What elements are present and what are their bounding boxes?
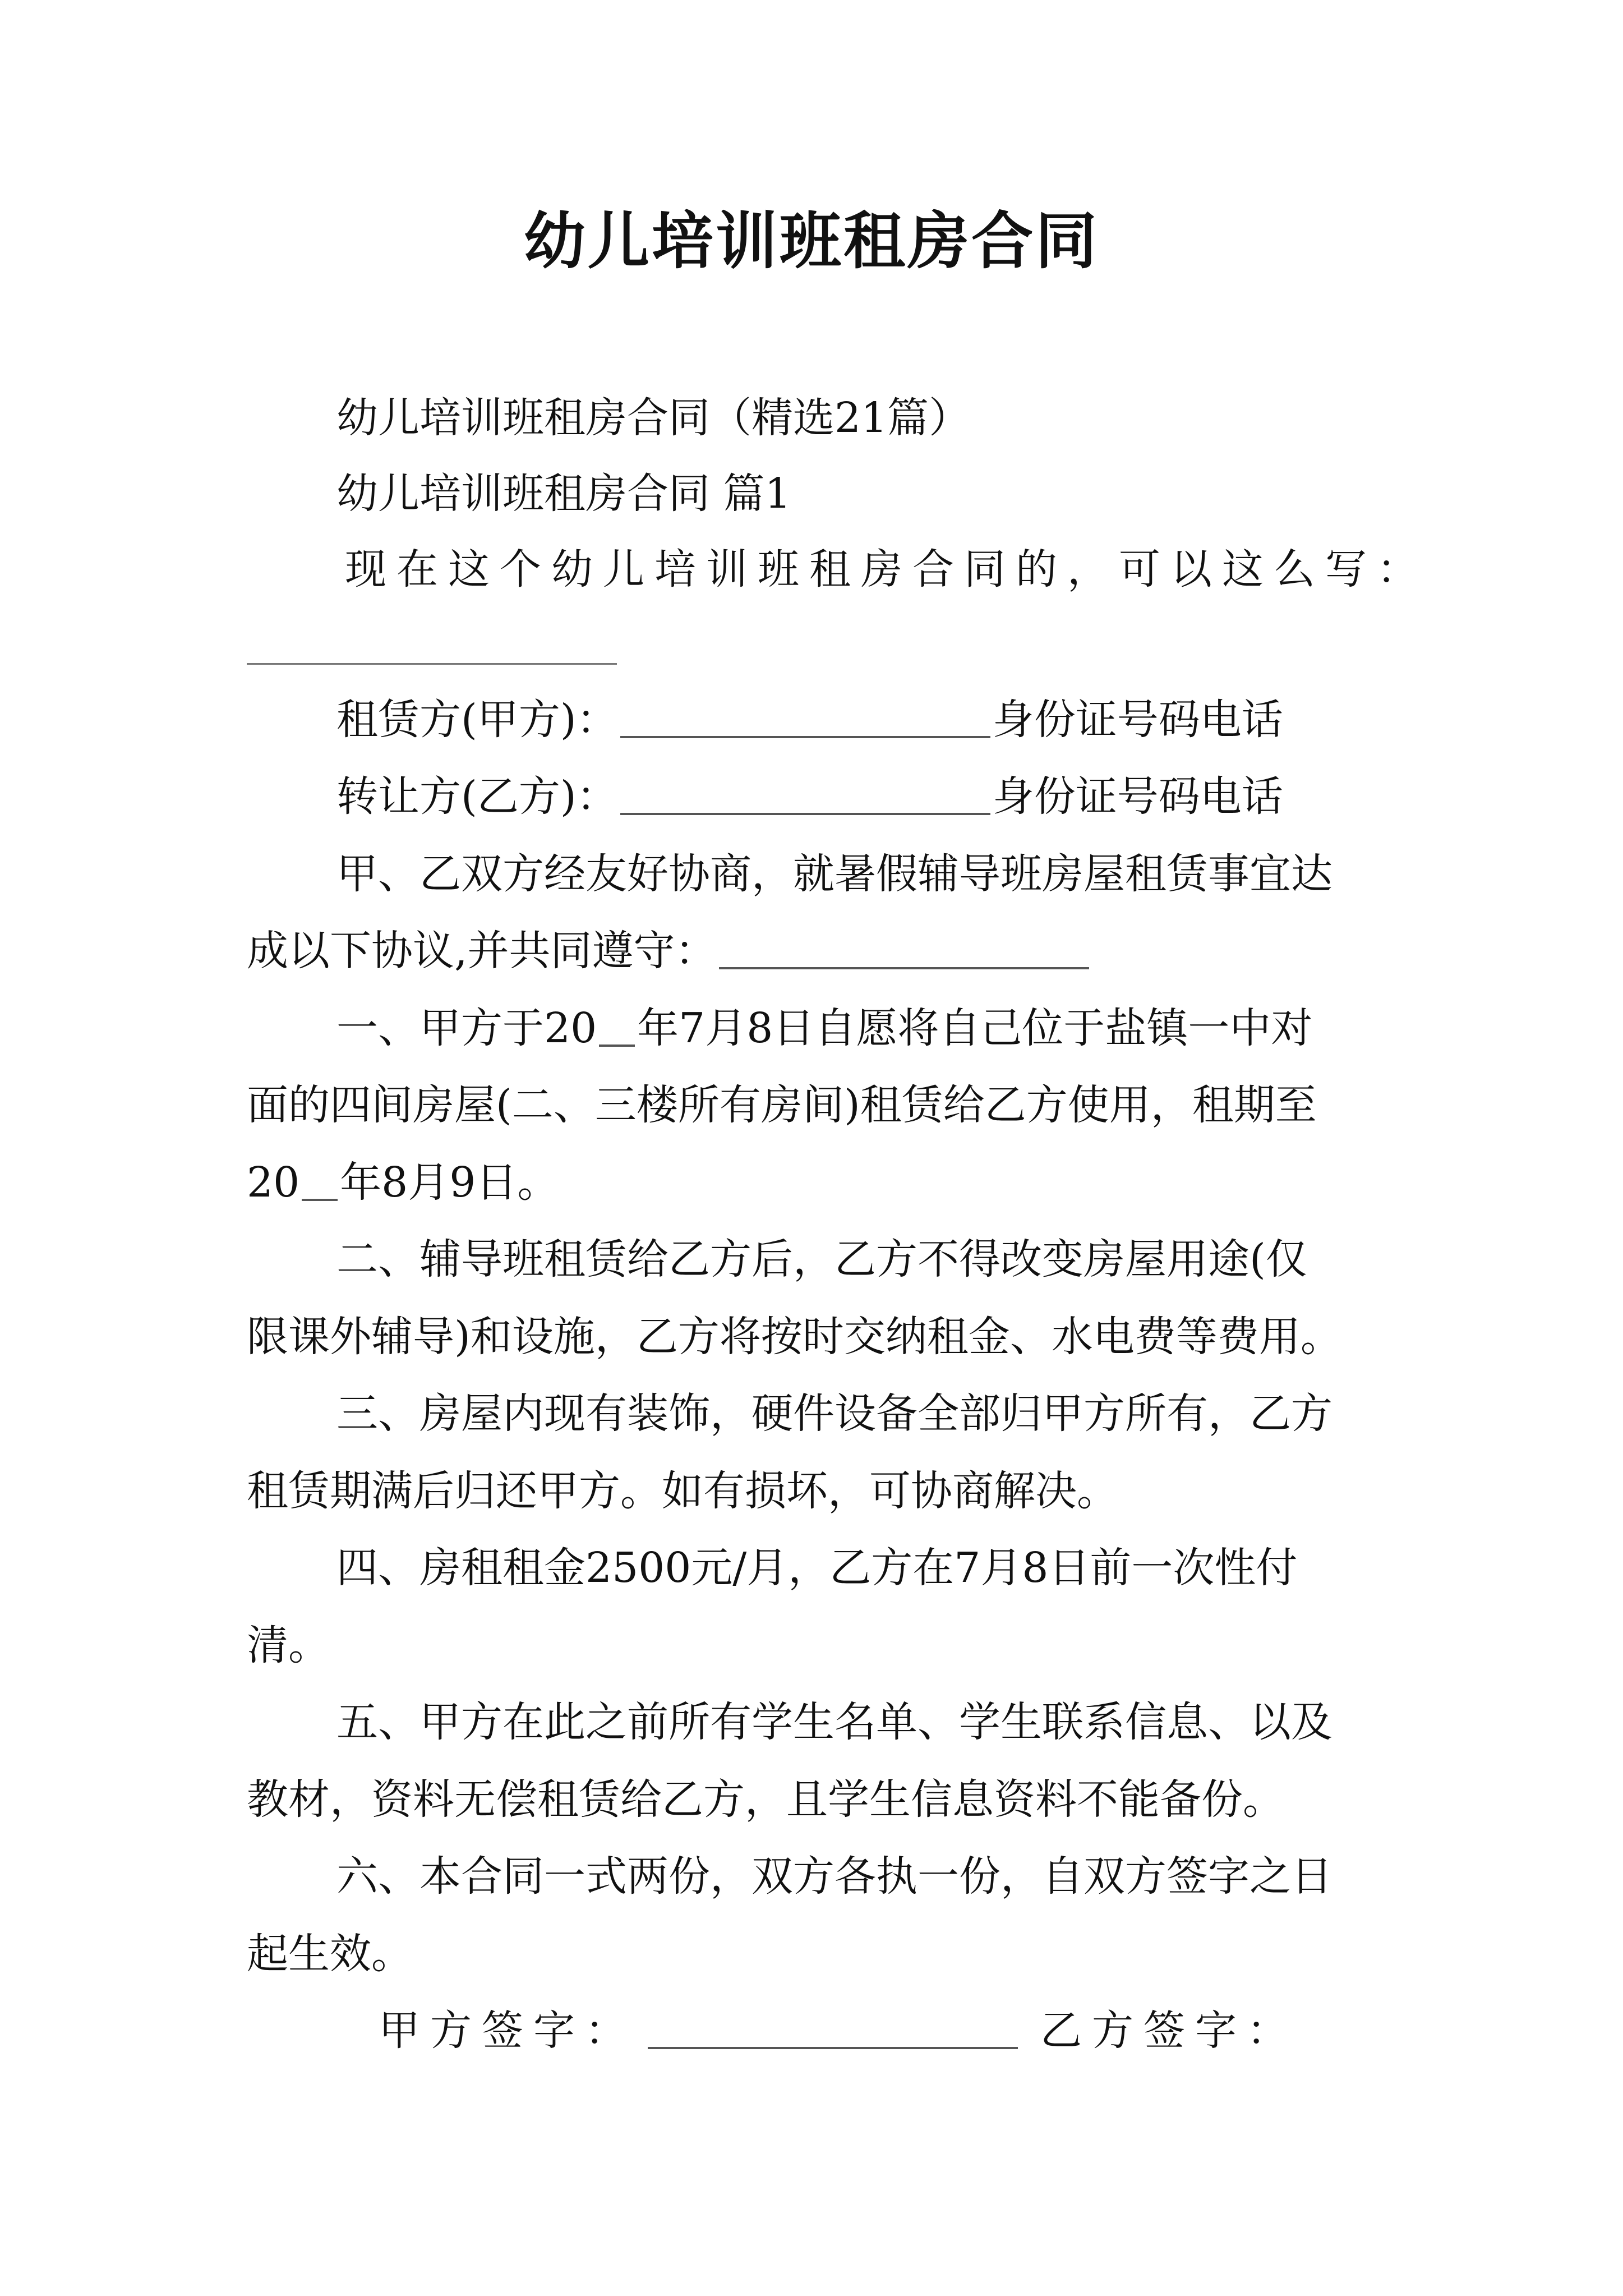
- clause1-text-d: 年8月9日。: [340, 1158, 559, 1207]
- document-title: 幼儿培训班租房合同: [524, 205, 1099, 277]
- clause1-text-b: 年7月8日自愿将自己位于盐镇一中对: [637, 1004, 1313, 1052]
- clause3-line-2: 租赁期满后归还甲方。如有损坏，可协商解决。: [247, 1467, 1118, 1515]
- year-blank: [302, 1199, 338, 1201]
- agreement-text: 成以下协议,并共同遵守：: [247, 927, 717, 975]
- party-a-signature-label: 甲方签字：: [379, 2007, 637, 2055]
- subtitle: 幼儿培训班租房合同（精选21篇）: [336, 394, 971, 442]
- clause2-line-2: 限课外辅导)和设施，乙方将按时交纳租金、水电费等费用。: [247, 1313, 1342, 1361]
- agreement-blank: [719, 967, 1089, 969]
- agreement-line-1: 甲、乙双方经友好协商，就暑假辅导班房屋租赁事宜达: [336, 850, 1332, 898]
- clause6-line-2: 起生效。: [247, 1930, 413, 1978]
- party-a-signature-blank: [648, 2047, 1018, 2049]
- clause2-line-1: 二、辅导班租赁给乙方后，乙方不得改变房屋用途(仅: [336, 1235, 1307, 1283]
- clause1-line-2: 面的四间房屋(二、三楼所有房间)租赁给乙方使用，租期至: [247, 1081, 1317, 1129]
- clause5-line-2: 教材，资料无偿租赁给乙方，且学生信息资料不能备份。: [247, 1775, 1284, 1824]
- year-blank: [599, 1045, 635, 1047]
- clause1-text-a: 一、甲方于20: [336, 1004, 597, 1052]
- party-b-signature-label: 乙方签字：: [1040, 2007, 1298, 2055]
- lessor-label: 租赁方(甲方)：: [336, 696, 618, 744]
- section-heading: 幼儿培训班租房合同 篇1: [336, 470, 791, 518]
- clause3-line-1: 三、房屋内现有装饰，硬件设备全部归甲方所有，乙方: [336, 1389, 1332, 1438]
- lessor-line: [336, 689, 1385, 751]
- clause4-line-1: 四、房租租金2500元/月，乙方在7月8日前一次性付: [336, 1544, 1298, 1592]
- clause1-line-1: [336, 997, 1385, 1059]
- clause6-line-1: 六、本合同一式两份，双方各执一份，自双方签字之日: [336, 1852, 1332, 1901]
- clause4-line-2: 清。: [247, 1621, 330, 1669]
- blank-rule: [247, 663, 617, 665]
- clause5-line-1: 五、甲方在此之前所有学生名单、学生联系信息、以及: [336, 1698, 1332, 1746]
- lessee-suffix: 身份证号码电话: [992, 772, 1283, 821]
- lessor-suffix: 身份证号码电话: [992, 696, 1283, 744]
- intro-text: 现在这个幼儿培训班租房合同的，可以这么写：: [345, 545, 1428, 593]
- lessee-blank: [620, 813, 990, 815]
- signature-line: [379, 2000, 1388, 2062]
- lessee-line: [336, 766, 1385, 827]
- clause1-line-3: [247, 1152, 1385, 1213]
- lessee-label: 转让方(乙方)：: [336, 772, 618, 821]
- agreement-line-2: [247, 920, 1385, 982]
- clause1-text-c: 20: [247, 1158, 300, 1207]
- lessor-blank: [620, 736, 990, 738]
